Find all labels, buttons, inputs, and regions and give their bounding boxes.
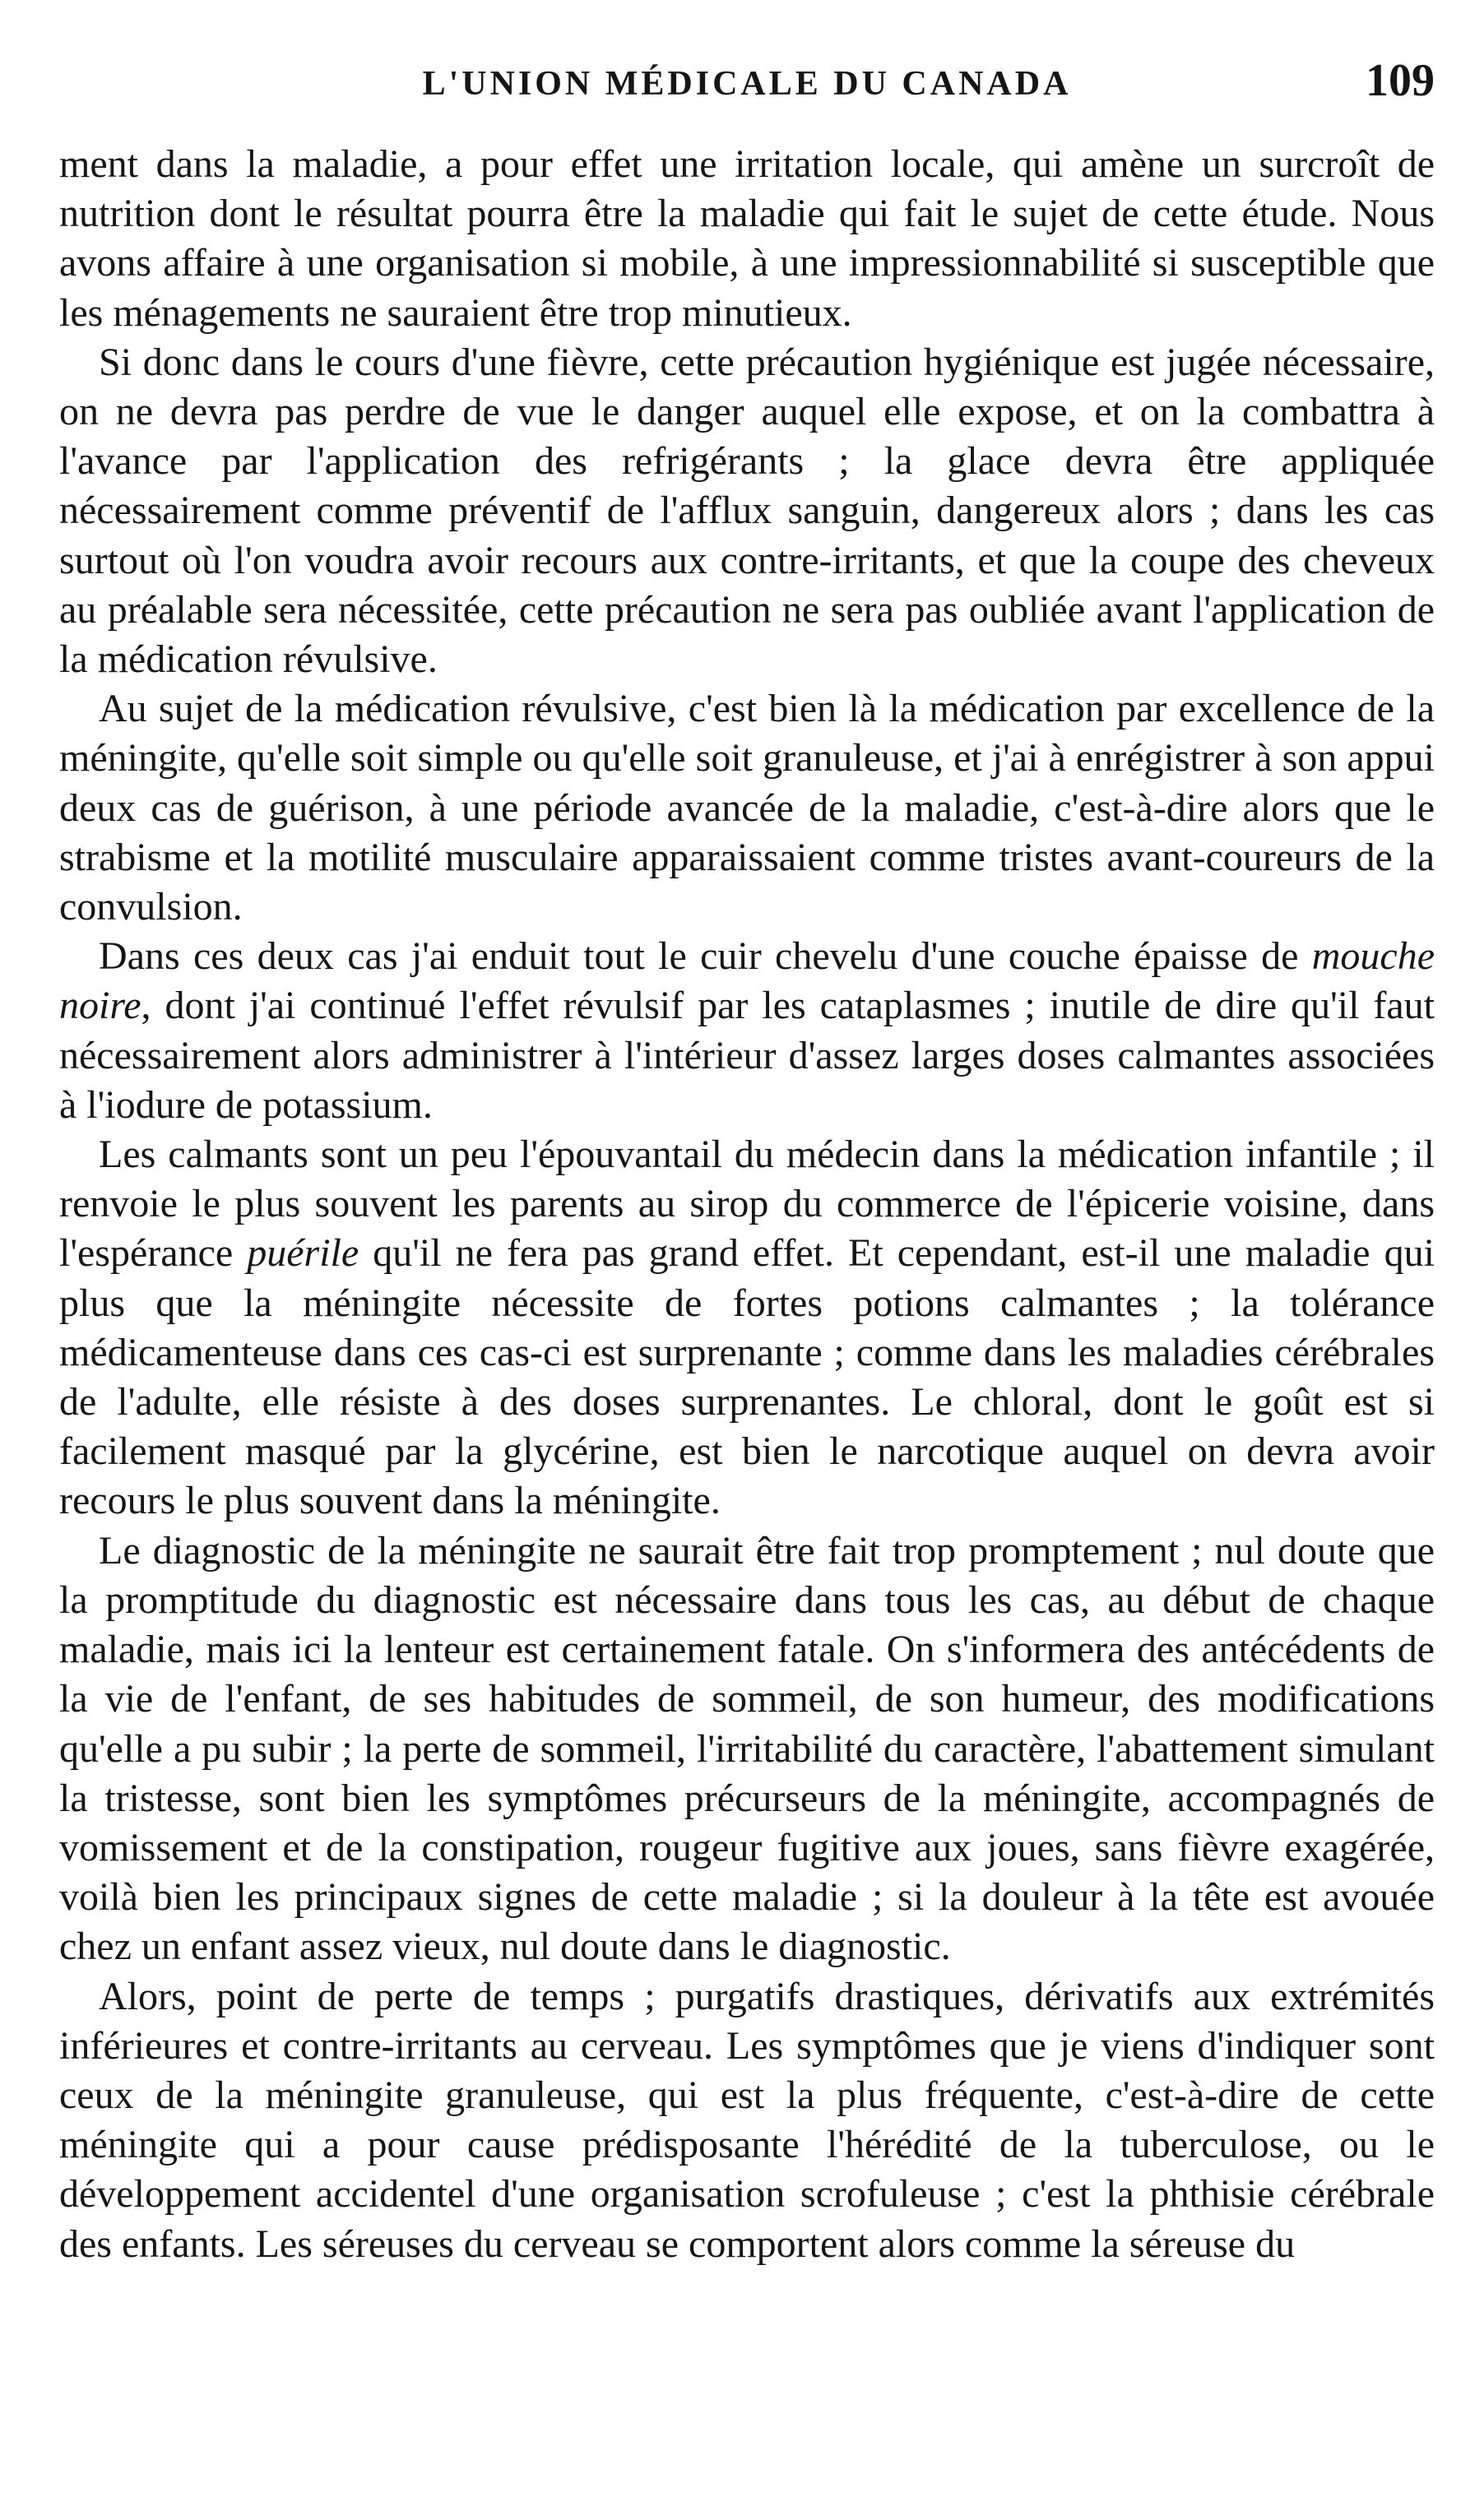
paragraph-4 <box>59 932 1435 1130</box>
paragraph-text: ment dans la maladie, a pour effet une irritation locale, qui amène un surcroît de nutrition dont le résultat pourra être la maladie qui fait le sujet de cette étude. Nous avons affaire à une organisation si mobile, à une impressionnabilité si susceptible que les ménagements ne sauraient être trop minutieux. <box>59 142 1435 335</box>
italic-term: puérile <box>247 1231 359 1276</box>
running-header <box>59 49 1435 140</box>
paragraph-text: Le diagnostic de la méningite ne saurait être fait trop promptement ; nul doute que la promptitude du diagnostic est nécessaire dans tous les cas, au début de chaque maladie, mais ici la lenteur est certainement fatale. On s'informera des antécédents de la vie de l'enfant, de ses habitudes de sommeil, de son humeur, des modifications qu'elle a pu subir ; la perte de sommeil, l'irritabilité du caractère, l'abattement simulant la tristesse, sont bien les symptômes précurseurs de la méningite, accompagnés de vomissement et de la constipation, rougeur fugitive aux joues, sans fièvre exagérée, voilà bien les principaux signes de cette maladie ; si la douleur à la tête est avouée chez un enfant assez vieux, nul doute dans le diagnostic. <box>59 1528 1435 1969</box>
paragraph-1 <box>59 140 1435 338</box>
italic-term: mouche noire <box>59 934 1435 1028</box>
paragraph-3 <box>59 684 1435 932</box>
paragraph-text: Les calmants sont un peu l'épouvantail du médecin dans la médication infantile ; il renvoie le plus souvent les parents au sirop du commerce de l'épicerie voisine, dans l'espérance <box>59 1133 1435 1276</box>
page-number: 109 <box>1366 55 1435 106</box>
paragraph-7 <box>59 1972 1435 2269</box>
paragraph-text: Alors, point de perte de temps ; purgatifs drastiques, dérivatifs aux extrémités inférieures et contre-irritants au cerveau. Les symptômes que je viens d'indiquer sont ceux de la méningite granuleuse, qui est la plus fréquente, c'est-à-dire de cette méningite qui a pour cause prédisposante l'hérédité de la tuberculose, ou le développement accidentel d'une organisation scrofuleuse ; c'est la phthisie cérébrale des enfants. Les séreuses du cerveau se comportent alors comme la séreuse du <box>59 1974 1435 2266</box>
paragraph-2 <box>59 338 1435 684</box>
paragraph-5 <box>59 1130 1435 1526</box>
document-page <box>59 49 1435 2484</box>
paragraph-text: , dont j'ai continué l'effet révulsif par les cataplasmes ; inutile de dire qu'il faut nécessairement alors administrer à l'intérieur d'assez larges doses calmantes associées à l'iodure de potassium. <box>59 984 1435 1127</box>
paragraph-text: Dans ces deux cas j'ai enduit tout le cuir chevelu d'une couche épaisse de <box>99 934 1312 979</box>
paragraph-text: Si donc dans le cours d'une fièvre, cette précaution hygiénique est jugée nécessaire, on ne devra pas perdre de vue le danger auquel elle expose, et on la combattra à l'avance par l'application des refrigérants ; la glace devra être appliquée nécessairement comme préventif de l'afflux sanguin, dangereux alors ; dans les cas surtout où l'on voudra avoir recours aux contre-irritants, et que la coupe des cheveux au préalable sera nécessitée, cette précaution ne sera pas oubliée avant l'application de la médication révulsive. <box>59 340 1435 682</box>
paragraph-text: Au sujet de la médication révulsive, c'est bien là la médication par excellence de la méningite, qu'elle soit simple ou qu'elle soit granuleuse, et j'ai à enrégistrer à son appui deux cas de guérison, à une période avancée de la maladie, c'est-à-dire alors que le strabisme et la motilité musculaire apparaissaient comme tristes avant-coureurs de la convulsion. <box>59 687 1435 929</box>
paragraph-6 <box>59 1526 1435 1972</box>
paragraph-text: qu'il ne fera pas grand effet. Et cependant, est-il une maladie qui plus que la méningite nécessite de fortes potions calmantes ; la tolérance médicamenteuse dans ces cas-ci est surprenante ; comme dans les maladies cérébrales de l'adulte, elle résiste à des doses surprenantes. Le chloral, dont le goût est si facilement masqué par la glycérine, est bien le narcotique auquel on devra avoir recours le plus souvent dans la méningite. <box>59 1231 1435 1523</box>
body-text <box>59 140 1435 2269</box>
running-title: L'UNION MÉDICALE DU CANADA <box>422 65 1072 103</box>
